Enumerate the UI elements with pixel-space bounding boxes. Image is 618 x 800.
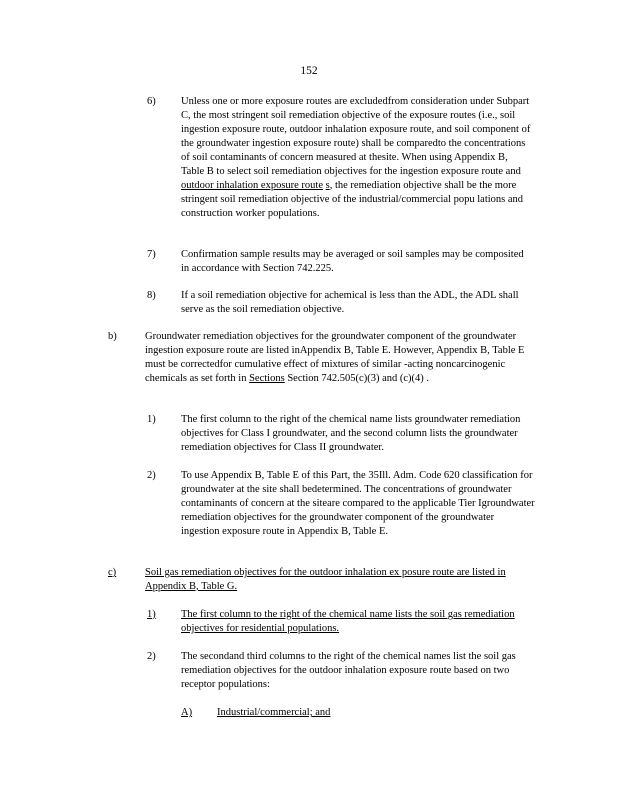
item-b-text-part1: Groundwater remediation objectives for the groundwater component of the groundwater ingestion exposure route are listed inAppendix B, Table E. However, Appendix B, Table E must be correctedfor cumulative effect of mixtures of similar -acting noncarcinogenic chemicals as set forth in	[145, 331, 525, 384]
item-7-text: Confirmation sample results may be averaged or soil samples may be composited in accordance with Section 742.225.	[181, 249, 524, 274]
item-b-text	[145, 330, 525, 386]
item-8-text: If a soil remediation objective for achemical is less than the ADL, the ADL shall serve as the soil remediation objective.	[181, 290, 519, 315]
page-number: 152	[300, 65, 318, 77]
item-b-text-part2: Section 742.505(c)(3) and (c)(4) .	[284, 373, 430, 384]
item-c-label: c)	[108, 567, 117, 578]
item-b2-label: 2)	[147, 470, 156, 481]
item-8-label: 8)	[147, 290, 156, 301]
item-b-underline-sections: Sections	[249, 373, 285, 384]
item-7-label: 7)	[147, 249, 156, 260]
item-6-text-part3: , the remediation objective shall be the more stringent soil remediation objective of the industrial/commercial popu lations and construction worker populations.	[181, 180, 524, 219]
item-6-text	[181, 95, 533, 221]
item-c2-label: 2)	[147, 651, 156, 662]
item-b-label: b)	[108, 331, 117, 342]
item-c2-text: The secondand third columns to the right of the chemical names list the soil gas remediation objectives for the outdoor inhalation exposure route based on two receptor populations:	[181, 651, 516, 690]
item-c1-label: 1)	[147, 609, 156, 620]
item-b2-text: To use Appendix B, Table E of this Part, the 35Ill. Adm. Code 620 classification for groundwater at the site shall bedetermined. The concentrations of groundwater contaminants of concern at the siteare compared to the applicable Tier Igroundwater remediation objectives for the groundwater component of the groundwater ingestion exposure route in Appendix B, Table E.	[181, 470, 535, 537]
item-6-underline-s: s	[325, 180, 330, 191]
item-A-label: A)	[181, 707, 193, 718]
item-c-text: Soil gas remediation objectives for the outdoor inhalation ex posure route are listed in Appendix B, Table G.	[145, 567, 506, 592]
item-6-label: 6)	[147, 96, 156, 107]
item-6-text-part1: Unless one or more exposure routes are excludedfrom consideration under Subpart C, the most stringent soil remediation objective of the exposure routes (i.e., soil ingestion exposure route, outdoor inhalation exposure route, and soil component of the groundwater ingestion exposure route) shall be comparedto the concentrations of soil contaminants of concern measured at thesite. When using Appendix B, Table B to select soil remediation objectives for the ingestion exposure route and	[181, 96, 531, 177]
item-c1-text: The first column to the right of the chemical name lists the soil gas remediation objectives for residential populations.	[181, 609, 515, 634]
item-6-underline-outdoor: outdoor inhalation exposure route	[181, 180, 324, 191]
item-A-text: Industrial/commercial; and	[217, 707, 331, 718]
item-b1-text: The first column to the right of the chemical name lists groundwater remediation objectives for Class I groundwater, and the second column lists the groundwater remediation objectives for Class II groundwater.	[181, 414, 521, 453]
item-b1-label: 1)	[147, 414, 156, 425]
